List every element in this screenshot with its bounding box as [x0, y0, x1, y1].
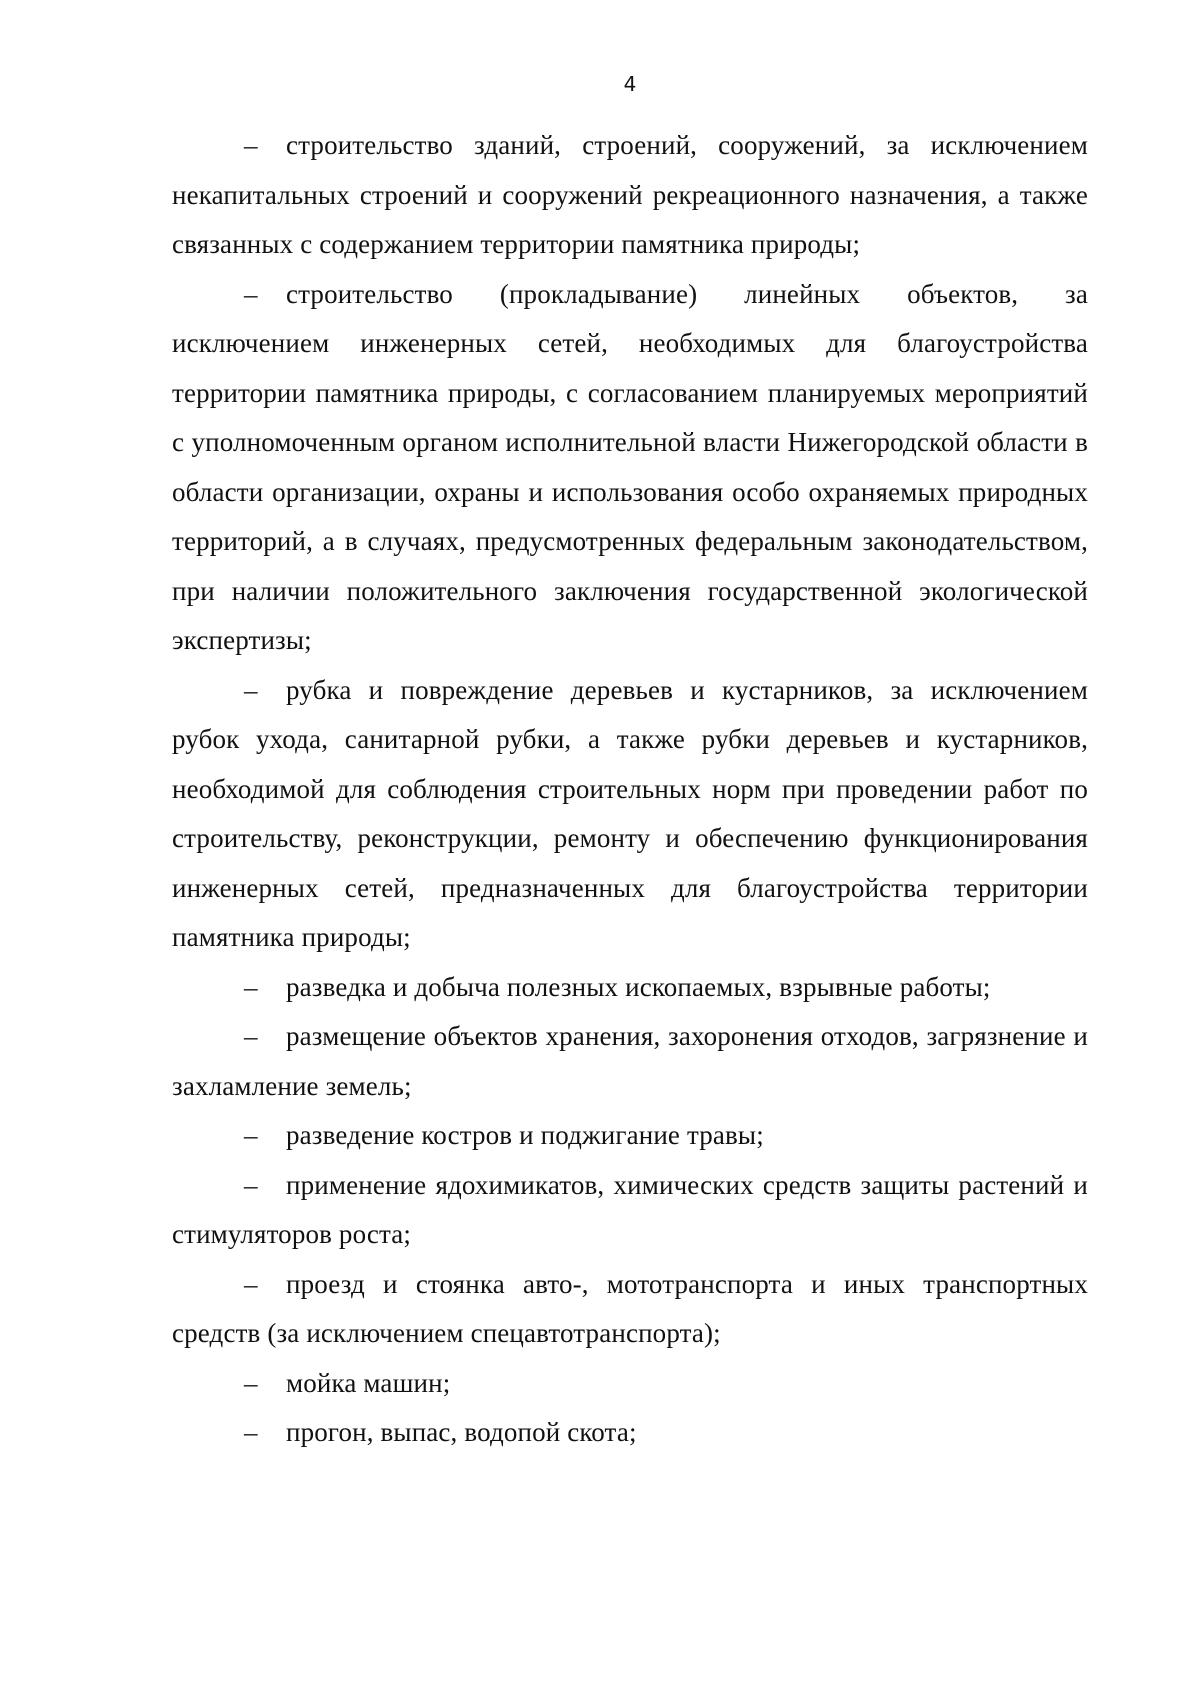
list-item-text: строительство (прокладывание) линейных объектов, за исключением инженерных сетей, необходимых для благоустройства территории памятника природы, с согласованием планируемых мероприятий с уполномоченным органом исполнительной власти Нижегородской области в области организации, охраны и использования особо охраняемых природных территорий, а в случаях, предусмотренных федеральным законодательством, при наличии положительного заключения государственной экологической экспертизы; — [172, 278, 1088, 655]
dash-bullet: – — [244, 1021, 258, 1051]
list-item-text: прогон, выпас, водопой скота; — [286, 1417, 637, 1447]
list-item — [172, 121, 1088, 270]
list-item-text: мойка машин; — [286, 1367, 451, 1398]
list-item — [172, 1359, 1088, 1409]
dash-bullet: – — [244, 1417, 258, 1447]
list-item — [172, 1012, 1088, 1111]
list-item — [172, 1260, 1088, 1359]
list-item-text: размещение объектов хранения, захоронения отходов, загрязнение и захламление земель; — [172, 1021, 1088, 1101]
page-number: 4 — [623, 72, 637, 96]
dash-bullet: – — [244, 130, 258, 160]
list-item-text: разведка и добыча полезных ископаемых, взрывные работы; — [286, 971, 991, 1002]
list-item-text: рубка и повреждение деревьев и кустарников, за исключением рубок ухода, санитарной рубки, а также рубки деревьев и кустарников, необходимой для соблюдения строительных норм при проведении работ по строительству, реконструкции, ремонту и обеспечению функционирования инженерных сетей, предназначенных для благоустройства территории памятника природы; — [172, 674, 1088, 952]
dash-bullet: – — [244, 674, 258, 705]
list-item — [172, 666, 1088, 963]
dash-bullet: – — [244, 1367, 258, 1398]
list-item — [172, 1111, 1088, 1161]
dash-bullet: – — [244, 1120, 258, 1150]
dash-bullet: – — [244, 1169, 258, 1200]
list-item — [172, 963, 1088, 1013]
prohibited-activities-list — [172, 121, 1088, 1458]
list-item-text: проезд и стоянка авто-, мототранспорта и иных транспортных средств (за исключением спецавтотранспорта); — [172, 1268, 1088, 1348]
list-item-text: строительство зданий, строений, сооружений, за исключением некапитальных строений и сооружений рекреационного назначения, а также связанных с содержанием территории памятника природы; — [172, 130, 1088, 259]
dash-bullet: – — [244, 971, 258, 1002]
dash-bullet: – — [244, 278, 258, 309]
list-item — [172, 270, 1088, 666]
list-item — [172, 1408, 1088, 1458]
dash-bullet: – — [244, 1268, 258, 1299]
list-item-text: разведение костров и поджигание травы; — [286, 1120, 764, 1150]
list-item-text: применение ядохимикатов, химических средств защиты растений и стимуляторов роста; — [172, 1169, 1088, 1249]
list-item — [172, 1161, 1088, 1260]
